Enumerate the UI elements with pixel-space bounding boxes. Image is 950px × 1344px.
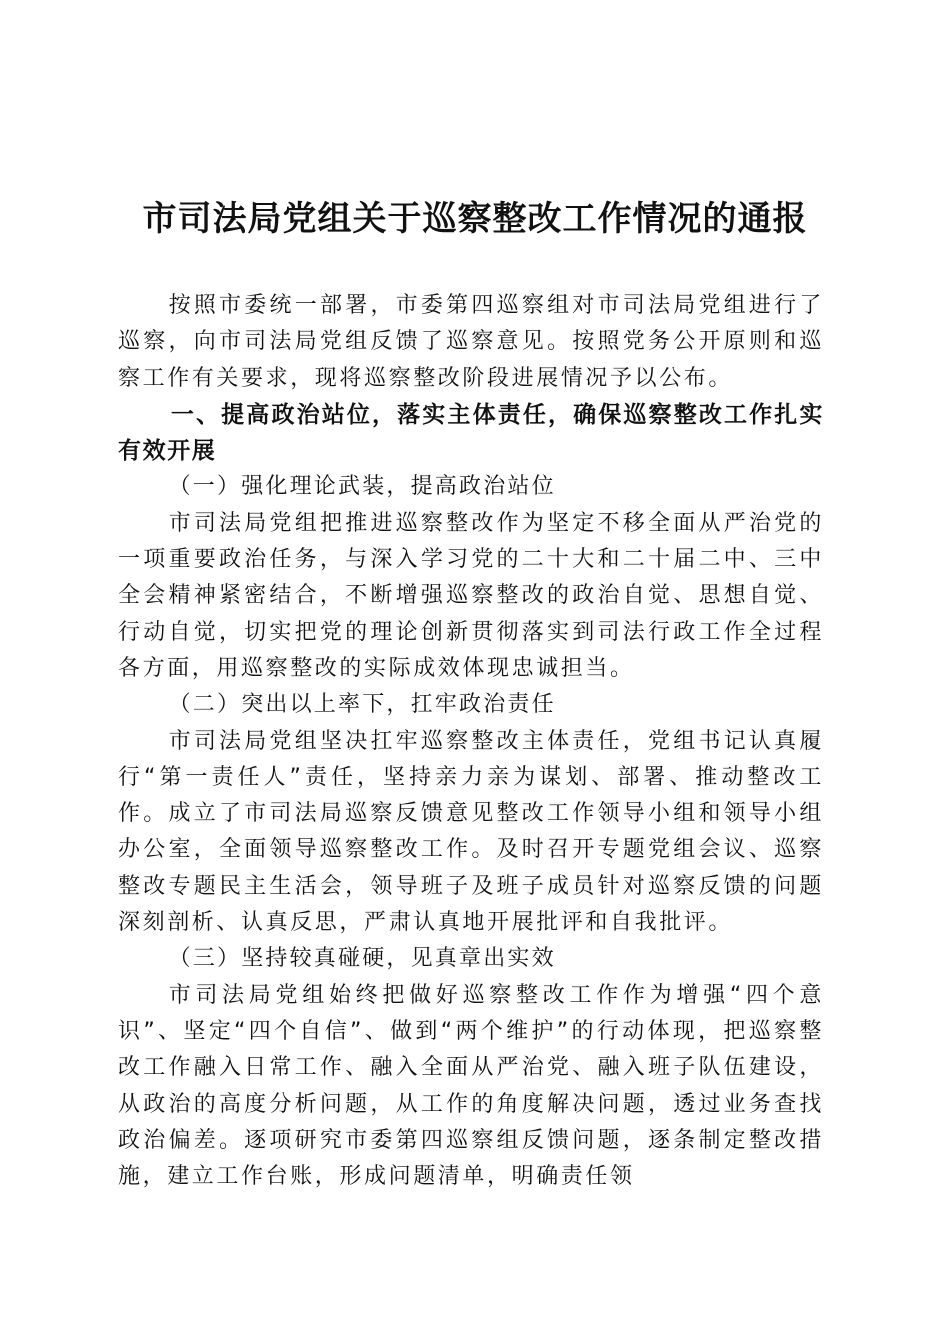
section-1-heading: 一、提高政治站位，落实主体责任，确保巡察整改工作扎实有效开展 — [118, 401, 824, 465]
subsection-1-heading: （一）强化理论武装，提高政治站位 — [168, 474, 556, 500]
document-body — [118, 288, 824, 1195]
intro-paragraph: 按照市委统一部署，市委第四巡察组对市司法局党组进行了巡察，向市司法局党组反馈了巡察意见。按照党务公开原则和巡察工作有关要求，现将巡察整改阶段进展情况予以公布。 — [118, 293, 824, 391]
subsection-2-paragraph: 市司法局党组坚决扛牢巡察整改主体责任，党组书记认真履行“第一责任人”责任，坚持亲力亲为谋划、部署、推动整改工作。成立了市司法局巡察反馈意见整改工作领导小组和领导小组办公室，全面领导巡察整改工作。及时召开专题党组会议、巡察整改专题民主生活会，领导班子及班子成员针对巡察反馈的问题深刻剖析、认真反思，严肃认真地开展批评和自我批评。 — [118, 728, 824, 936]
subsection-3-paragraph: 市司法局党组始终把做好巡察整改工作作为增强“四个意识”、坚定“四个自信”、做到“两个维护”的行动体现，把巡察整改工作融入日常工作、融入全面从严治党、融入班子队伍建设，从政治的高度分析问题，从工作的角度解决问题，透过业务查找政治偏差。逐项研究市委第四巡察组反馈问题，逐条制定整改措施，建立工作台账，形成问题清单，明确责任领 — [118, 982, 824, 1190]
subsection-1-paragraph: 市司法局党组把推进巡察整改作为坚定不移全面从严治党的一项重要政治任务，与深入学习党的二十大和二十届二中、三中全会精神紧密结合，不断增强巡察整改的政治自觉、思想自觉、行动自觉，切实把党的理论创新贯彻落实到司法行政工作全过程各方面，用巡察整改的实际成效体现忠诚担当。 — [118, 510, 824, 681]
subsection-3-heading: （三）坚持较真碰硬，见真章出实效 — [168, 946, 556, 972]
subsection-2-heading: （二）突出以上率下，扛牢政治责任 — [168, 692, 556, 718]
document-title: 市司法局党组关于巡察整改工作情况的通报 — [142, 199, 808, 239]
